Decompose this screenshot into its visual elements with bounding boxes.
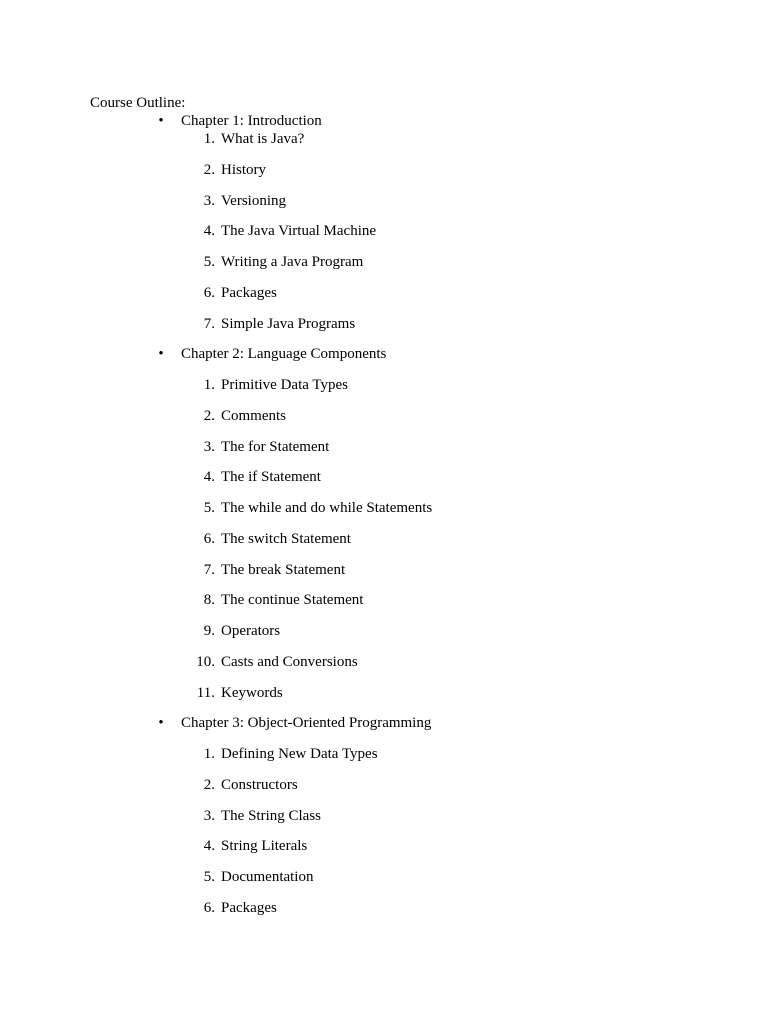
list-item-text: Constructors: [221, 777, 298, 793]
bullet-icon: •: [158, 346, 164, 362]
outline-heading: Course Outline:: [90, 95, 186, 111]
list-item-text: The break Statement: [221, 562, 346, 578]
list-item-number: 2.: [203, 408, 215, 424]
list-item-text: Documentation: [221, 869, 314, 885]
list-item-number: 6.: [203, 900, 215, 916]
list-item-number: 11.: [196, 685, 215, 701]
list-item-text: Simple Java Programs: [221, 316, 356, 332]
list-item-text: The for Statement: [221, 439, 330, 455]
list-item-text: The while and do while Statements: [221, 500, 433, 516]
list-item-number: 10.: [196, 654, 215, 670]
list-item-number: 2.: [203, 777, 215, 793]
list-item-number: 4.: [203, 223, 215, 239]
list-item-text: The Java Virtual Machine: [221, 223, 377, 239]
list-item-text: Packages: [221, 285, 277, 301]
list-item-number: 6.: [203, 285, 215, 301]
list-item-text: Keywords: [221, 685, 283, 701]
list-item-text: The if Statement: [221, 469, 321, 485]
list-item-number: 5.: [203, 869, 215, 885]
list-item-text: What is Java?: [221, 131, 305, 147]
list-item-text: Operators: [221, 623, 281, 639]
list-item-number: 9.: [203, 623, 215, 639]
chapter-title: Chapter 2: Language Components: [181, 346, 387, 362]
chapter-title: Chapter 3: Object-Oriented Programming: [181, 715, 432, 731]
list-item-text: History: [221, 162, 266, 178]
list-item-number: 8.: [203, 592, 215, 608]
list-item-text: Versioning: [221, 193, 286, 209]
list-item-text: Defining New Data Types: [221, 746, 378, 762]
list-item-text: Casts and Conversions: [221, 654, 358, 670]
list-item-number: 7.: [203, 562, 215, 578]
list-item-text: The String Class: [221, 808, 321, 824]
list-item-number: 3.: [203, 193, 215, 209]
list-item-number: 1.: [203, 377, 215, 393]
list-item-text: The continue Statement: [221, 592, 364, 608]
list-item-number: 1.: [203, 746, 215, 762]
bullet-icon: •: [158, 715, 164, 731]
list-item-number: 6.: [203, 531, 215, 547]
list-item-number: 2.: [203, 162, 215, 178]
list-item-text: Comments: [221, 408, 287, 424]
list-item-text: The switch Statement: [221, 531, 351, 547]
list-item-text: Packages: [221, 900, 277, 916]
list-item-number: 4.: [203, 838, 215, 854]
list-item-number: 3.: [203, 808, 215, 824]
list-item-number: 5.: [203, 254, 215, 270]
list-item-text: Writing a Java Program: [221, 254, 364, 270]
chapter-title: Chapter 1: Introduction: [181, 113, 322, 129]
list-item-number: 5.: [203, 500, 215, 516]
list-item-number: 4.: [203, 469, 215, 485]
list-item-text: Primitive Data Types: [221, 377, 348, 393]
list-item-text: String Literals: [221, 838, 308, 854]
list-item-number: 7.: [203, 316, 215, 332]
bullet-icon: •: [158, 113, 164, 129]
list-item-number: 3.: [203, 439, 215, 455]
list-item-number: 1.: [203, 131, 215, 147]
